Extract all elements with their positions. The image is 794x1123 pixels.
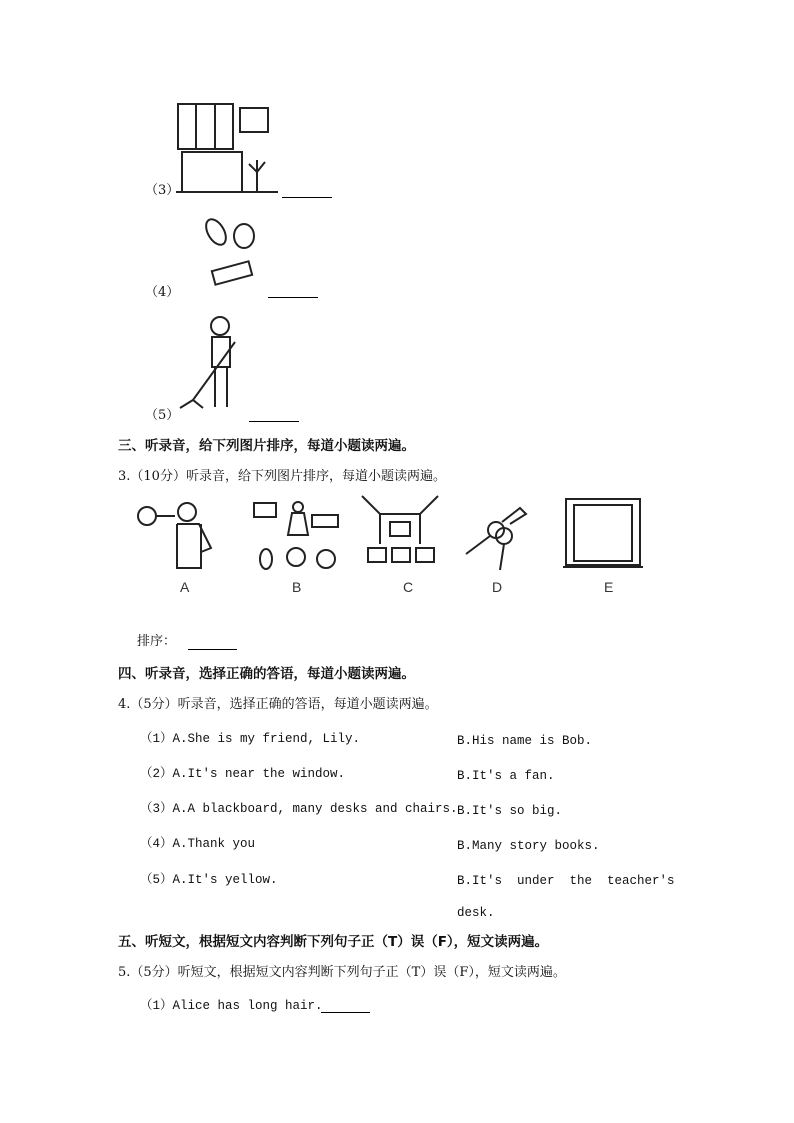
answer-blank[interactable] — [268, 297, 318, 298]
keys-picture — [462, 500, 532, 572]
picture-label-d: D — [492, 579, 503, 595]
item-number: （4） — [145, 285, 180, 300]
option-b: B.It's a fan. — [457, 769, 555, 783]
classroom-picture — [360, 494, 440, 570]
question-text: 4.（5分）听录音，选择正确的答语，每道小题读两遍。 — [118, 697, 438, 712]
picture-label-a: A — [180, 579, 190, 595]
option-b: B.It's under the teacher's — [457, 874, 675, 888]
boy-dumbbell-picture — [135, 498, 220, 570]
boy-sweeping-picture — [175, 312, 245, 412]
answer-blank[interactable] — [321, 1012, 370, 1013]
section-heading: 四、听录音，选择正确的答语，每道小题读两遍。 — [118, 666, 415, 682]
option-a: （4）A.Thank you — [140, 837, 256, 851]
section-heading: 三、听录音，给下列图片排序，每道小题读两遍。 — [118, 438, 415, 454]
option-a: （5）A.It's yellow. — [140, 873, 278, 887]
option-b: B.Many story books. — [457, 839, 600, 853]
statement: （1）Alice has long hair. — [140, 999, 323, 1013]
option-a: （3）A.A blackboard, many desks and chairs. — [140, 802, 458, 816]
item-number: （5） — [145, 408, 180, 423]
option-b: B.It's so big. — [457, 804, 563, 818]
section-heading: 五、听短文，根据短文内容判断下列句子正（T）误（F），短文读两遍。 — [118, 934, 549, 950]
order-label: 排序： — [137, 634, 177, 649]
candies-picture — [198, 208, 266, 292]
picture-label-b: B — [292, 579, 302, 595]
item-number: （3） — [145, 183, 180, 198]
study-room-picture — [172, 100, 282, 196]
question-text: 5.（5分）听短文，根据短文内容判断下列句子正（T）误（F），短文读两遍。 — [118, 965, 566, 980]
option-b: B.His name is Bob. — [457, 734, 593, 748]
question-text: 3.（10分）听录音，给下列图片排序，每道小题读两遍。 — [118, 469, 446, 484]
answer-blank[interactable] — [282, 197, 332, 198]
toys-picture — [248, 497, 343, 573]
option-a: （1）A.She is my friend, Lily. — [140, 732, 361, 746]
option-b-continued: desk. — [457, 906, 495, 920]
answer-blank[interactable] — [249, 421, 299, 422]
picture-label-c: C — [403, 579, 414, 595]
window-picture — [562, 497, 644, 569]
option-a: （2）A.It's near the window. — [140, 767, 346, 781]
picture-label-e: E — [604, 579, 614, 595]
order-answer-blank[interactable] — [188, 649, 237, 650]
